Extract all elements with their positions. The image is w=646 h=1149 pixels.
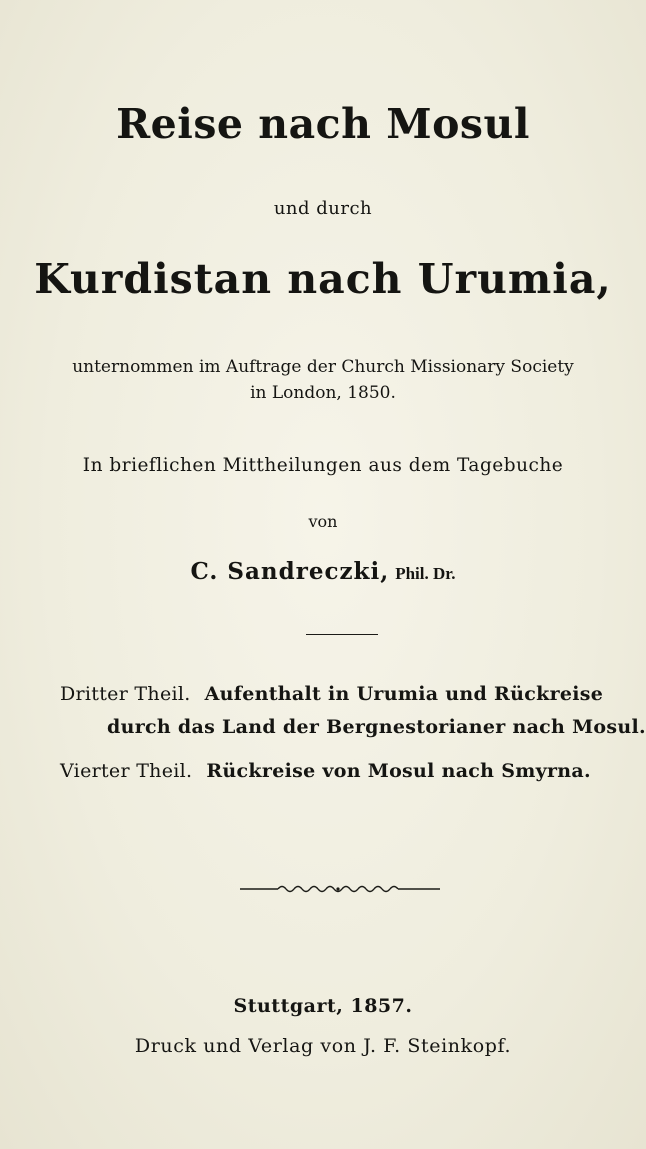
part-four-text: Rückreise von Mosul nach Smyrna. — [206, 760, 591, 782]
ornament-divider — [238, 880, 442, 898]
part-three-continuation: durch das Land der Bergnestorianer nach Mosul. — [107, 716, 646, 738]
part-three-text: Aufenthalt in Urumia und Rückreise — [204, 683, 604, 705]
author-degree: Phil. Dr. — [395, 564, 456, 583]
imprint-printer: Druck und Verlag von J. F. Steinkopf. — [134, 1035, 512, 1057]
author-line — [0, 558, 646, 585]
part-four-label: Vierter Theil. — [60, 760, 193, 782]
part-three-line-2 — [107, 716, 646, 738]
part-three-line-1 — [60, 683, 603, 705]
separator-rule — [306, 634, 378, 635]
description-line: In brieflichen Mittheilungen aus dem Tagebuche — [82, 455, 564, 476]
title-connector: und durch — [273, 198, 373, 219]
part-three-label: Dritter Theil. — [60, 683, 191, 705]
imprint-place-year: Stuttgart, 1857. — [233, 995, 413, 1017]
author-name: C. Sandreczki, — [190, 558, 390, 585]
main-title-line-2: Kurdistan nach Urumia, — [34, 255, 612, 303]
subtitle-line-1: unternommen im Auftrage der Church Missionary Society — [72, 357, 574, 377]
by-line: von — [308, 512, 338, 531]
subtitle-line-2: in London, 1850. — [250, 383, 396, 403]
main-title-line-1: Reise nach Mosul — [116, 100, 530, 148]
part-four-line — [60, 760, 591, 782]
